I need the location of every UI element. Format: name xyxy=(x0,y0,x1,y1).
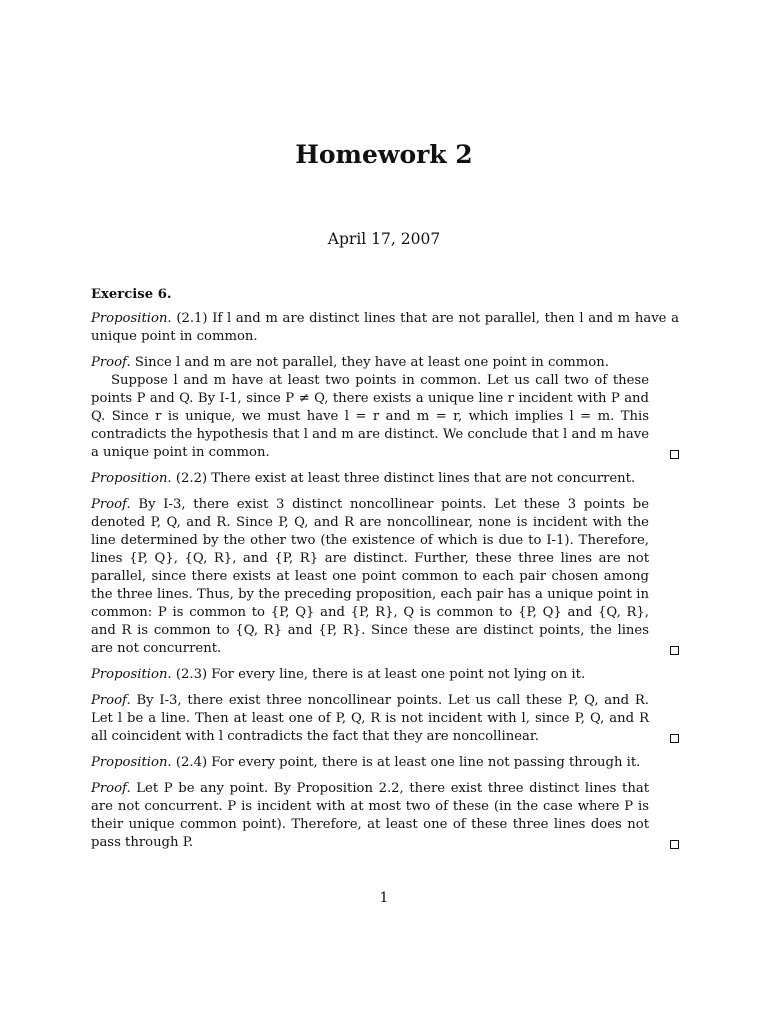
proposition-text: (2.2) There exist at least three distinct lines that are not concurrent. xyxy=(175,471,636,486)
proof-2-4 xyxy=(91,780,679,852)
proposition-text: (2.4) For every point, there is at least one line not passing through it. xyxy=(175,755,641,770)
proposition-label: Proposition. xyxy=(91,755,172,770)
proposition-text: (2.3) For every line, there is at least one point not lying on it. xyxy=(175,667,586,682)
proposition-label: Proposition. xyxy=(91,667,172,682)
proposition-2-1 xyxy=(91,310,679,346)
proof-label: Proof. xyxy=(91,497,131,512)
page-number: 1 xyxy=(379,890,389,906)
proof-2-1 xyxy=(91,354,679,462)
proof-text: By I-3, there exist three noncollinear points. Let us call these P, Q, and R. Let l be a line. Then at least one of P, Q, R is not incident with l, since P, Q, and R all coincident with l contradicts the fact that they are noncollinear. xyxy=(91,693,649,744)
exercise-heading: Exercise 6. xyxy=(91,287,172,302)
document-date: April 17, 2007 xyxy=(327,230,441,248)
document-body xyxy=(91,286,679,860)
proposition-2-3 xyxy=(91,666,679,684)
proof-text: Let P be any point. By Proposition 2.2, there exist three distinct lines that are not concurrent. P is incident with at most two of these (in the case where P is their unique common point). Therefore, at least one of these three lines does not pass through P. xyxy=(91,781,649,850)
proof-label: Proof. xyxy=(91,355,131,370)
document-title: Homework 2 xyxy=(295,140,473,169)
proof-text: By I-3, there exist 3 distinct noncollinear points. Let these 3 points be denoted P, Q, and R. Since P, Q, and R are noncollinear, none is incident with the line determined by the other two (the existence of which is due to I-1). Therefore, lines {P, Q}, {Q, R}, and {P, R} are distinct. Further, these three lines are not parallel, since there exists at least one point common to each pair chosen among the three lines. Thus, by the preceding proposition, each pair has a unique point in common: P is common to {P, Q} and {P, R}, Q is common to {P, Q} and {Q, R}, and R is common to {Q, R} and {P, R}. Since these are distinct points, the lines are not concurrent. xyxy=(91,497,649,656)
proposition-label: Proposition. xyxy=(91,471,172,486)
qed-square-icon xyxy=(670,646,679,655)
qed-square-icon xyxy=(670,450,679,459)
proposition-2-2 xyxy=(91,470,679,488)
proposition-2-4 xyxy=(91,754,679,772)
proof-label: Proof. xyxy=(91,693,131,708)
proof-text: Suppose l and m have at least two points in common. Let us call two of these points P and Q. By I-1, since P ≠ Q, there exists a unique line r incident with P and Q. Since r is unique, we must have l = r and m = r, which implies l = m. This contradicts the hypothesis that l and m are distinct. We conclude that l and m have a unique point in common. xyxy=(91,373,649,460)
proposition-text: (2.1) If l and m are distinct lines that are not parallel, then l and m have a unique point in common. xyxy=(91,311,679,344)
proof-2-2 xyxy=(91,496,679,658)
proof-2-3 xyxy=(91,692,679,746)
proposition-label: Proposition. xyxy=(91,311,172,326)
proof-label: Proof. xyxy=(91,781,131,796)
qed-square-icon xyxy=(670,734,679,743)
qed-square-icon xyxy=(670,840,679,849)
proof-text: Since l and m are not parallel, they have at least one point in common. xyxy=(134,355,609,370)
